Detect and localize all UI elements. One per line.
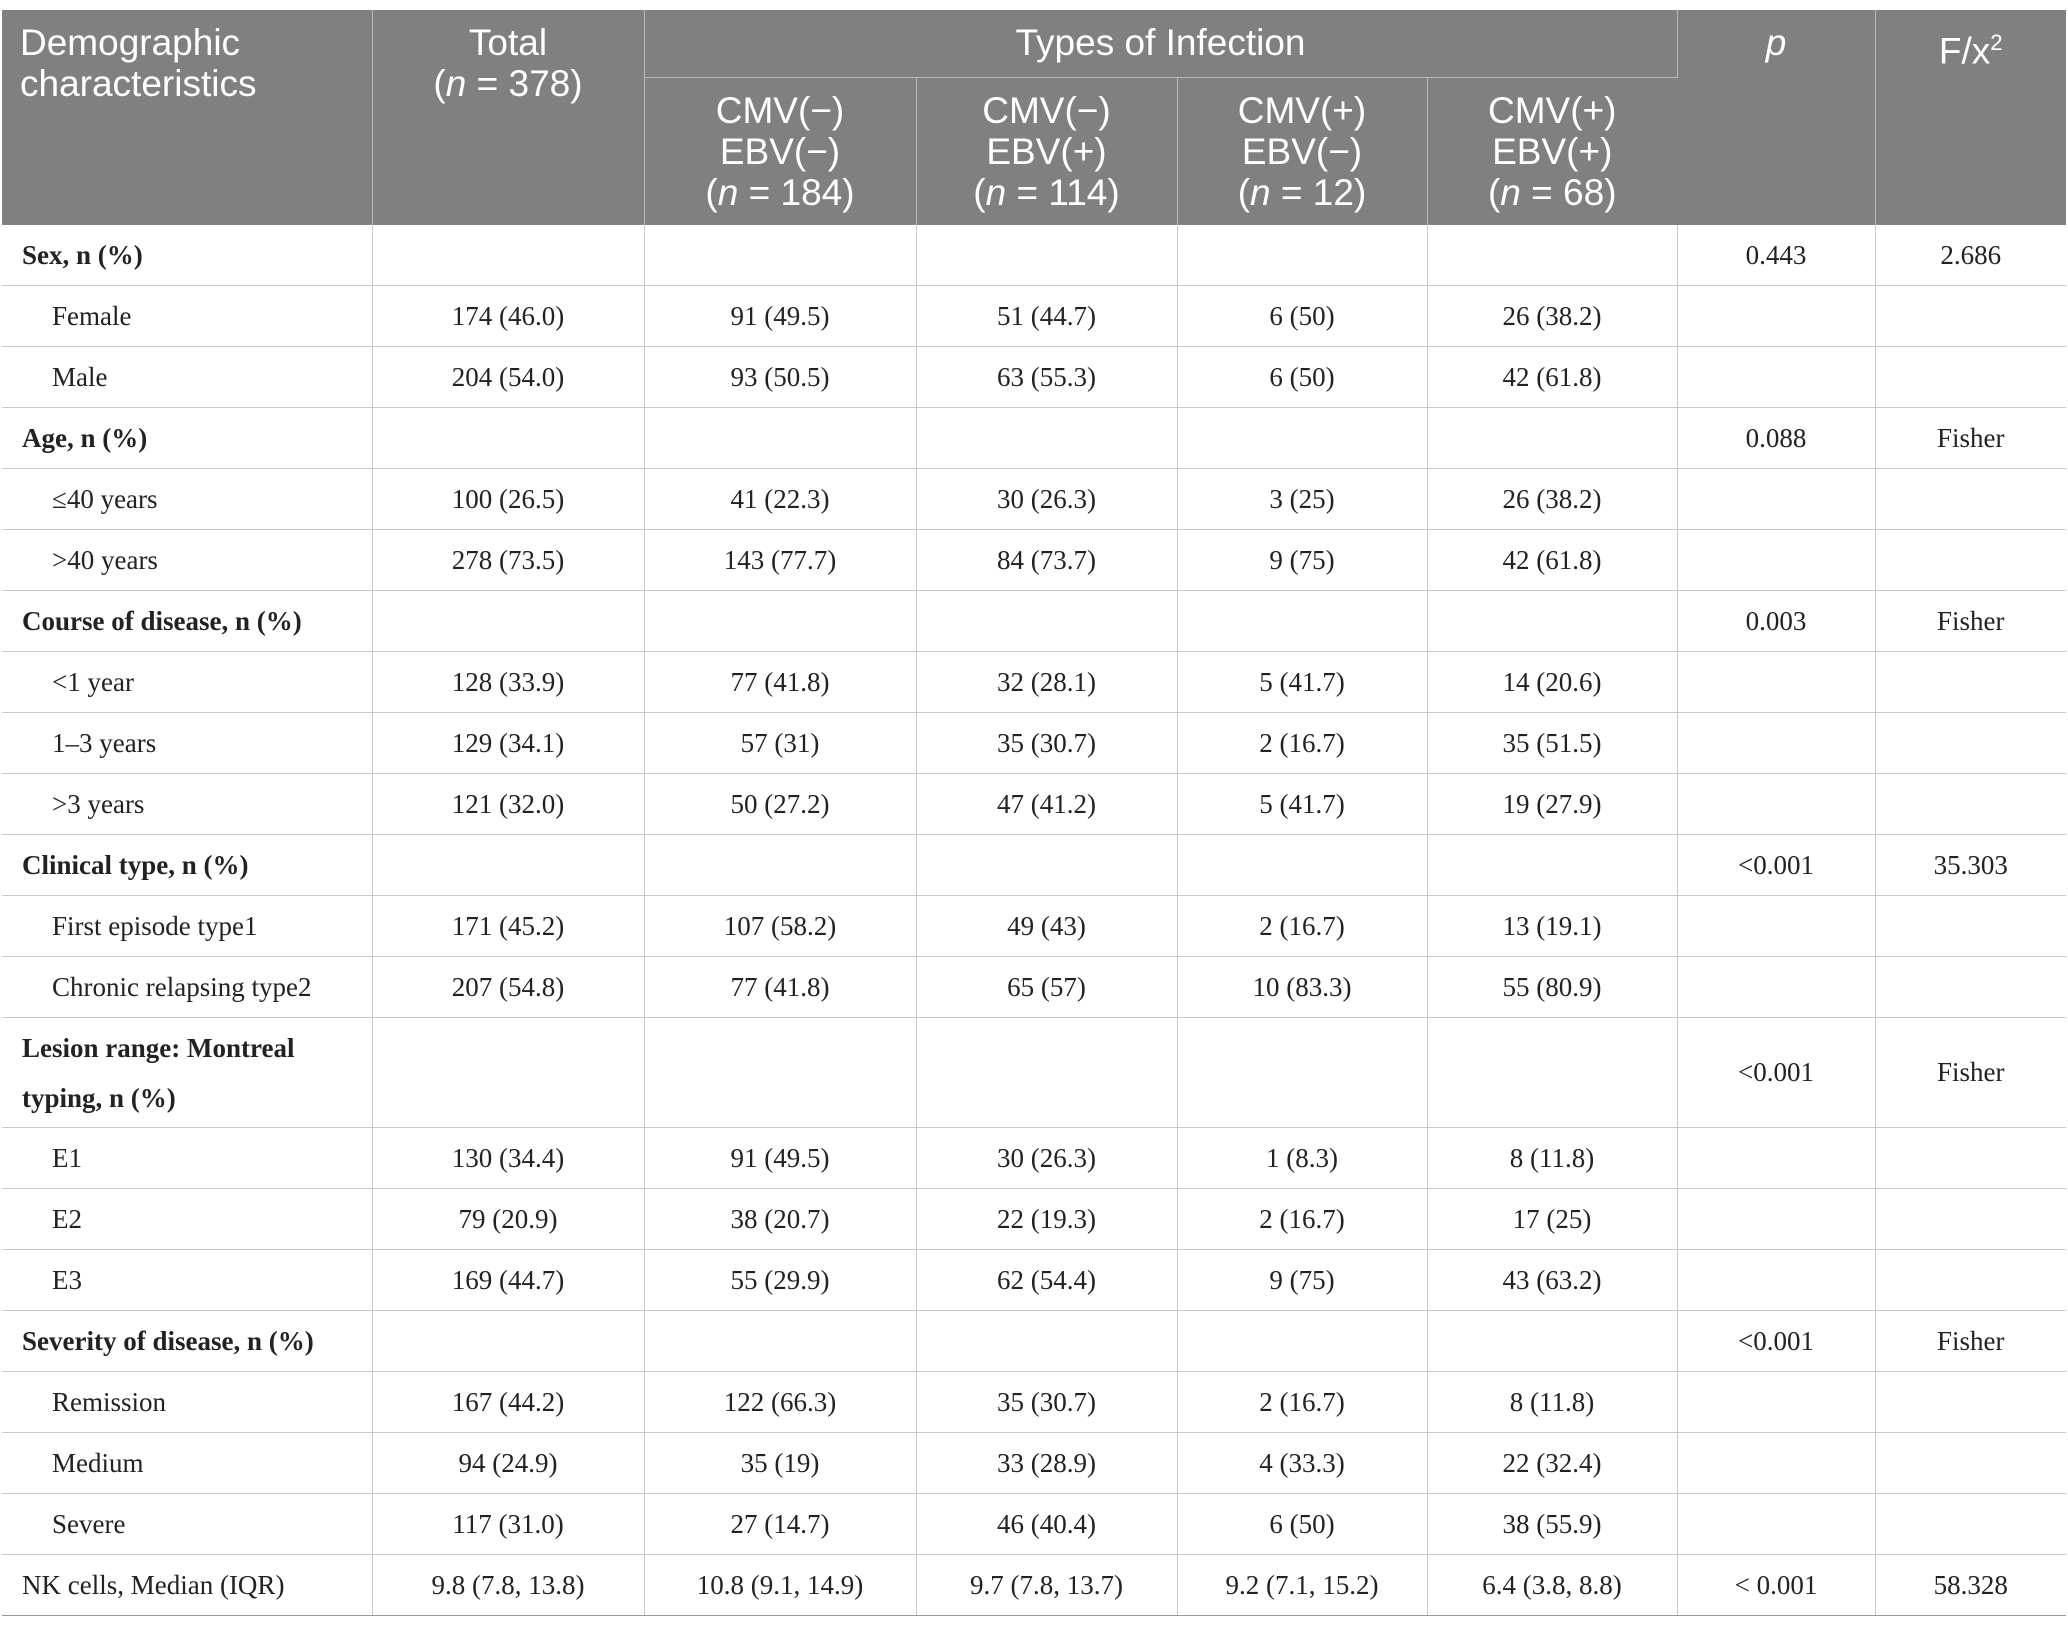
- row-label: NK cells, Median (IQR): [2, 1555, 372, 1616]
- cell-cmv-neg-ebv-pos: 35 (30.7): [916, 1372, 1177, 1433]
- cell-f-x2: [1875, 1433, 2066, 1494]
- cell-p-value: <0.001: [1677, 835, 1875, 896]
- cell-cmv-pos-ebv-pos: 26 (38.2): [1427, 469, 1677, 530]
- table-row: [2, 1433, 2066, 1494]
- cell-cmv-neg-ebv-neg: 107 (58.2): [644, 896, 916, 957]
- cell-total: 207 (54.8): [372, 957, 644, 1018]
- cell-cmv-pos-ebv-neg: 2 (16.7): [1177, 896, 1427, 957]
- cell-cmv-pos-ebv-neg: [1177, 835, 1427, 896]
- row-label: Medium: [2, 1433, 372, 1494]
- cell-cmv-neg-ebv-neg: 93 (50.5): [644, 347, 916, 408]
- cell-total: 94 (24.9): [372, 1433, 644, 1494]
- row-label: >3 years: [2, 774, 372, 835]
- header-subgroup-4: [1427, 78, 1677, 226]
- cell-total: 9.8 (7.8, 13.8): [372, 1555, 644, 1616]
- cell-total: 79 (20.9): [372, 1189, 644, 1250]
- cell-f-x2: 2.686: [1875, 225, 2066, 286]
- cell-total: 278 (73.5): [372, 530, 644, 591]
- row-label: Female: [2, 286, 372, 347]
- category-row: [2, 591, 2066, 652]
- cell-cmv-pos-ebv-neg: 10 (83.3): [1177, 957, 1427, 1018]
- cell-p-value: [1677, 774, 1875, 835]
- category-row: [2, 225, 2066, 286]
- header-subgroup-ebv: EBV(−): [719, 131, 841, 172]
- cell-cmv-neg-ebv-pos: [916, 835, 1177, 896]
- header-subgroup-ebv: EBV(−): [1241, 131, 1363, 172]
- header-subgroup-cmv: CMV(−): [982, 90, 1111, 131]
- header-subgroup-1: [644, 78, 916, 226]
- cell-f-x2: [1875, 652, 2066, 713]
- cell-cmv-pos-ebv-neg: 9 (75): [1177, 530, 1427, 591]
- header-subgroup-n: (n = 114): [973, 172, 1120, 213]
- cell-cmv-pos-ebv-neg: 9 (75): [1177, 1250, 1427, 1311]
- cell-cmv-pos-ebv-pos: 26 (38.2): [1427, 286, 1677, 347]
- cell-total: 129 (34.1): [372, 713, 644, 774]
- cell-p-value: 0.003: [1677, 591, 1875, 652]
- table-body: [2, 225, 2066, 1616]
- table-row: [2, 347, 2066, 408]
- cell-f-x2: Fisher: [1875, 1018, 2066, 1128]
- row-label: Male: [2, 347, 372, 408]
- row-label: Severity of disease, n (%): [2, 1311, 372, 1372]
- table-row: [2, 957, 2066, 1018]
- cell-cmv-neg-ebv-pos: 65 (57): [916, 957, 1177, 1018]
- cell-cmv-pos-ebv-pos: [1427, 1311, 1677, 1372]
- cell-cmv-pos-ebv-pos: [1427, 225, 1677, 286]
- cell-cmv-neg-ebv-pos: 63 (55.3): [916, 347, 1177, 408]
- cell-p-value: [1677, 530, 1875, 591]
- row-label: E1: [2, 1128, 372, 1189]
- table-row: [2, 1250, 2066, 1311]
- cell-cmv-neg-ebv-neg: [644, 591, 916, 652]
- cell-cmv-pos-ebv-neg: 6 (50): [1177, 286, 1427, 347]
- cell-cmv-neg-ebv-pos: 62 (54.4): [916, 1250, 1177, 1311]
- table-row: [2, 774, 2066, 835]
- cell-cmv-neg-ebv-neg: 27 (14.7): [644, 1494, 916, 1555]
- cell-cmv-neg-ebv-pos: 9.7 (7.8, 13.7): [916, 1555, 1177, 1616]
- cell-f-x2: 58.328: [1875, 1555, 2066, 1616]
- cell-cmv-neg-ebv-neg: 91 (49.5): [644, 1128, 916, 1189]
- cell-cmv-neg-ebv-pos: [916, 591, 1177, 652]
- cell-cmv-pos-ebv-neg: 4 (33.3): [1177, 1433, 1427, 1494]
- cell-f-x2: [1875, 1250, 2066, 1311]
- cell-cmv-neg-ebv-neg: 91 (49.5): [644, 286, 916, 347]
- cell-cmv-neg-ebv-neg: [644, 225, 916, 286]
- cell-p-value: < 0.001: [1677, 1555, 1875, 1616]
- cell-f-x2: [1875, 1189, 2066, 1250]
- cell-cmv-pos-ebv-neg: 5 (41.7): [1177, 774, 1427, 835]
- cell-total: 204 (54.0): [372, 347, 644, 408]
- cell-cmv-pos-ebv-pos: [1427, 1018, 1677, 1128]
- table-row: [2, 1555, 2066, 1616]
- cell-cmv-neg-ebv-neg: 57 (31): [644, 713, 916, 774]
- row-label: 1–3 years: [2, 713, 372, 774]
- cell-cmv-pos-ebv-pos: 8 (11.8): [1427, 1128, 1677, 1189]
- cell-cmv-pos-ebv-pos: 55 (80.9): [1427, 957, 1677, 1018]
- header-subgroup-cmv: CMV(+): [1488, 90, 1617, 131]
- cell-f-x2: [1875, 896, 2066, 957]
- header-demographic-characteristics: Demographic characteristics: [2, 10, 372, 225]
- cell-cmv-neg-ebv-neg: [644, 1018, 916, 1128]
- cell-total: [372, 225, 644, 286]
- cell-f-x2: [1875, 286, 2066, 347]
- cell-cmv-neg-ebv-pos: 30 (26.3): [916, 1128, 1177, 1189]
- row-label: E3: [2, 1250, 372, 1311]
- cell-cmv-neg-ebv-pos: 47 (41.2): [916, 774, 1177, 835]
- cell-total: 128 (33.9): [372, 652, 644, 713]
- cell-cmv-neg-ebv-neg: 122 (66.3): [644, 1372, 916, 1433]
- cell-cmv-neg-ebv-pos: 49 (43): [916, 896, 1177, 957]
- cell-cmv-neg-ebv-pos: [916, 408, 1177, 469]
- category-row: [2, 408, 2066, 469]
- cell-total: [372, 1311, 644, 1372]
- cell-p-value: [1677, 1372, 1875, 1433]
- cell-p-value: [1677, 286, 1875, 347]
- cell-p-value: [1677, 1250, 1875, 1311]
- cell-cmv-pos-ebv-neg: 3 (25): [1177, 469, 1427, 530]
- cell-cmv-neg-ebv-pos: [916, 1018, 1177, 1128]
- cell-cmv-neg-ebv-pos: 30 (26.3): [916, 469, 1177, 530]
- cell-cmv-neg-ebv-neg: [644, 408, 916, 469]
- cell-p-value: <0.001: [1677, 1311, 1875, 1372]
- cell-f-x2: Fisher: [1875, 591, 2066, 652]
- table-row: [2, 652, 2066, 713]
- cell-p-value: [1677, 347, 1875, 408]
- category-row: [2, 1018, 2066, 1128]
- cell-cmv-pos-ebv-neg: 6 (50): [1177, 1494, 1427, 1555]
- row-label: First episode type1: [2, 896, 372, 957]
- header-subgroup-ebv: EBV(+): [1492, 131, 1613, 172]
- cell-cmv-pos-ebv-pos: 8 (11.8): [1427, 1372, 1677, 1433]
- cell-cmv-neg-ebv-neg: 55 (29.9): [644, 1250, 916, 1311]
- cell-total: 100 (26.5): [372, 469, 644, 530]
- cell-p-value: 0.088: [1677, 408, 1875, 469]
- cell-cmv-neg-ebv-neg: 10.8 (9.1, 14.9): [644, 1555, 916, 1616]
- header-subgroup-cmv: CMV(+): [1237, 90, 1367, 131]
- cell-p-value: 0.443: [1677, 225, 1875, 286]
- category-row: [2, 835, 2066, 896]
- table-row: [2, 1189, 2066, 1250]
- table-row: [2, 1494, 2066, 1555]
- row-label: <1 year: [2, 652, 372, 713]
- row-label: Remission: [2, 1372, 372, 1433]
- cell-p-value: [1677, 896, 1875, 957]
- cell-cmv-neg-ebv-neg: 41 (22.3): [644, 469, 916, 530]
- cell-cmv-pos-ebv-pos: 42 (61.8): [1427, 347, 1677, 408]
- cell-f-x2: [1875, 1372, 2066, 1433]
- cell-cmv-pos-ebv-pos: 19 (27.9): [1427, 774, 1677, 835]
- header-subgroup-cmv: CMV(−): [715, 90, 845, 131]
- header-total: [372, 10, 644, 225]
- cell-cmv-pos-ebv-neg: [1177, 225, 1427, 286]
- cell-cmv-neg-ebv-pos: 33 (28.9): [916, 1433, 1177, 1494]
- cell-cmv-pos-ebv-neg: 2 (16.7): [1177, 1189, 1427, 1250]
- cell-total: 130 (34.4): [372, 1128, 644, 1189]
- row-label: >40 years: [2, 530, 372, 591]
- cell-cmv-pos-ebv-neg: 9.2 (7.1, 15.2): [1177, 1555, 1427, 1616]
- header-total-n: (n = 378): [433, 63, 583, 104]
- cell-cmv-neg-ebv-neg: 38 (20.7): [644, 1189, 916, 1250]
- header-f-x2: $F/x^2$: [1875, 10, 2066, 225]
- cell-cmv-neg-ebv-pos: 35 (30.7): [916, 713, 1177, 774]
- cell-cmv-pos-ebv-pos: [1427, 408, 1677, 469]
- header-subgroup-n: (n = 184): [705, 172, 855, 213]
- cell-total: [372, 591, 644, 652]
- cell-f-x2: [1875, 469, 2066, 530]
- cell-p-value: [1677, 652, 1875, 713]
- table-row: [2, 530, 2066, 591]
- cell-cmv-pos-ebv-neg: 6 (50): [1177, 347, 1427, 408]
- header-total-label: Total: [468, 22, 548, 63]
- cell-cmv-pos-ebv-pos: 13 (19.1): [1427, 896, 1677, 957]
- cell-cmv-neg-ebv-neg: 77 (41.8): [644, 957, 916, 1018]
- cell-cmv-pos-ebv-pos: 38 (55.9): [1427, 1494, 1677, 1555]
- cell-cmv-pos-ebv-pos: 14 (20.6): [1427, 652, 1677, 713]
- cell-cmv-pos-ebv-pos: 6.4 (3.8, 8.8): [1427, 1555, 1677, 1616]
- row-label: E2: [2, 1189, 372, 1250]
- cell-f-x2: [1875, 957, 2066, 1018]
- cell-f-x2: [1875, 774, 2066, 835]
- cell-cmv-neg-ebv-pos: 84 (73.7): [916, 530, 1177, 591]
- cell-f-x2: Fisher: [1875, 1311, 2066, 1372]
- cell-total: [372, 408, 644, 469]
- cell-cmv-neg-ebv-neg: [644, 835, 916, 896]
- cell-total: 171 (45.2): [372, 896, 644, 957]
- cell-cmv-pos-ebv-pos: [1427, 835, 1677, 896]
- cell-cmv-pos-ebv-neg: 2 (16.7): [1177, 1372, 1427, 1433]
- cell-cmv-neg-ebv-neg: [644, 1311, 916, 1372]
- row-label: Clinical type, n (%): [2, 835, 372, 896]
- cell-cmv-neg-ebv-neg: 35 (19): [644, 1433, 916, 1494]
- cell-cmv-neg-ebv-pos: 46 (40.4): [916, 1494, 1177, 1555]
- row-label: Chronic relapsing type2: [2, 957, 372, 1018]
- table-row: [2, 286, 2066, 347]
- demographics-table: [2, 10, 2066, 1616]
- cell-f-x2: [1875, 347, 2066, 408]
- header-subgroup-2: [916, 78, 1177, 226]
- cell-p-value: [1677, 957, 1875, 1018]
- row-label: Lesion range: Montreal typing, n (%): [2, 1018, 372, 1128]
- cell-f-x2: [1875, 1494, 2066, 1555]
- cell-cmv-pos-ebv-pos: 17 (25): [1427, 1189, 1677, 1250]
- cell-cmv-pos-ebv-neg: [1177, 1018, 1427, 1128]
- cell-p-value: [1677, 469, 1875, 530]
- cell-total: 174 (46.0): [372, 286, 644, 347]
- cell-f-x2: [1875, 530, 2066, 591]
- cell-p-value: <0.001: [1677, 1018, 1875, 1128]
- cell-cmv-pos-ebv-pos: 22 (32.4): [1427, 1433, 1677, 1494]
- row-label: Age, n (%): [2, 408, 372, 469]
- cell-f-x2: [1875, 1128, 2066, 1189]
- cell-cmv-neg-ebv-neg: 143 (77.7): [644, 530, 916, 591]
- table-row: [2, 1372, 2066, 1433]
- header-p-value: p: [1677, 10, 1875, 225]
- header-subgroup-n: (n = 12): [1237, 172, 1367, 213]
- cell-cmv-pos-ebv-pos: 35 (51.5): [1427, 713, 1677, 774]
- row-label: Sex, n (%): [2, 225, 372, 286]
- cell-cmv-neg-ebv-pos: 32 (28.1): [916, 652, 1177, 713]
- row-label: ≤40 years: [2, 469, 372, 530]
- cell-cmv-pos-ebv-neg: [1177, 1311, 1427, 1372]
- cell-total: 169 (44.7): [372, 1250, 644, 1311]
- cell-total: 167 (44.2): [372, 1372, 644, 1433]
- header-subgroup-n: (n = 68): [1487, 172, 1617, 213]
- header-subgroup-ebv: EBV(+): [986, 131, 1107, 172]
- header-types-of-infection: Types of Infection: [644, 10, 1677, 78]
- cell-cmv-neg-ebv-pos: [916, 1311, 1177, 1372]
- cell-cmv-pos-ebv-pos: 42 (61.8): [1427, 530, 1677, 591]
- cell-cmv-pos-ebv-neg: 2 (16.7): [1177, 713, 1427, 774]
- cell-total: [372, 835, 644, 896]
- cell-cmv-pos-ebv-neg: [1177, 591, 1427, 652]
- cell-p-value: [1677, 1189, 1875, 1250]
- cell-cmv-neg-ebv-pos: [916, 225, 1177, 286]
- cell-cmv-neg-ebv-neg: 77 (41.8): [644, 652, 916, 713]
- cell-p-value: [1677, 1494, 1875, 1555]
- category-row: [2, 1311, 2066, 1372]
- table-row: [2, 713, 2066, 774]
- cell-cmv-neg-ebv-pos: 22 (19.3): [916, 1189, 1177, 1250]
- cell-cmv-pos-ebv-neg: [1177, 408, 1427, 469]
- cell-total: 121 (32.0): [372, 774, 644, 835]
- table-header: [2, 10, 2066, 225]
- cell-p-value: [1677, 1128, 1875, 1189]
- cell-p-value: [1677, 713, 1875, 774]
- cell-f-x2: 35.303: [1875, 835, 2066, 896]
- cell-cmv-pos-ebv-pos: 43 (63.2): [1427, 1250, 1677, 1311]
- cell-total: 117 (31.0): [372, 1494, 644, 1555]
- cell-cmv-pos-ebv-pos: [1427, 591, 1677, 652]
- cell-cmv-neg-ebv-pos: 51 (44.7): [916, 286, 1177, 347]
- cell-cmv-neg-ebv-neg: 50 (27.2): [644, 774, 916, 835]
- table-row: [2, 896, 2066, 957]
- cell-cmv-pos-ebv-neg: 1 (8.3): [1177, 1128, 1427, 1189]
- table-row: [2, 469, 2066, 530]
- row-label: Severe: [2, 1494, 372, 1555]
- cell-cmv-pos-ebv-neg: 5 (41.7): [1177, 652, 1427, 713]
- header-subgroup-3: [1177, 78, 1427, 226]
- cell-f-x2: [1875, 713, 2066, 774]
- cell-total: [372, 1018, 644, 1128]
- table-row: [2, 1128, 2066, 1189]
- row-label: Course of disease, n (%): [2, 591, 372, 652]
- cell-p-value: [1677, 1433, 1875, 1494]
- cell-f-x2: Fisher: [1875, 408, 2066, 469]
